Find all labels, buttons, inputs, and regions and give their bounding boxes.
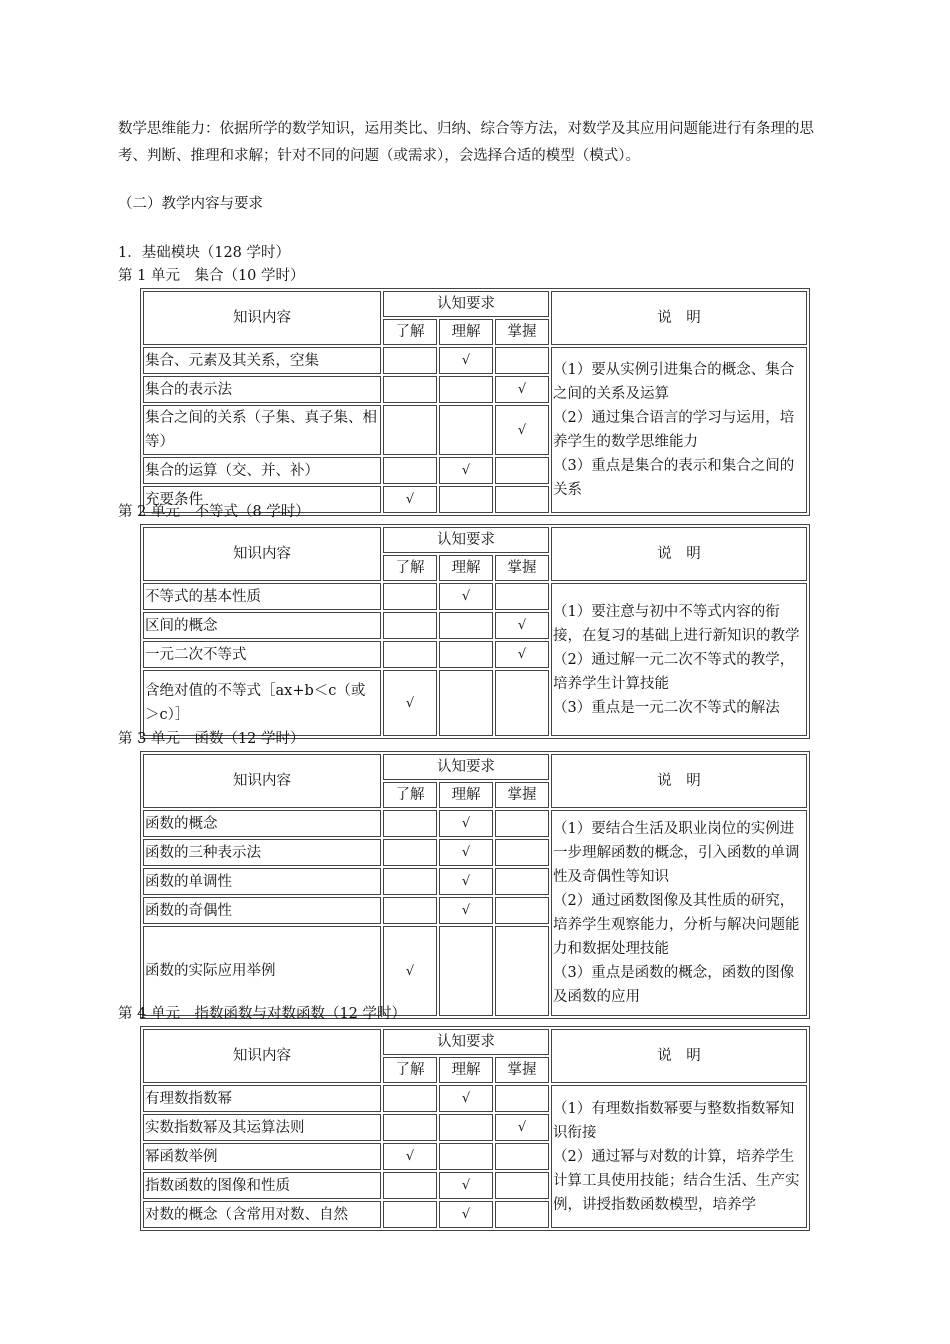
header-notes: 说 明 (551, 527, 807, 581)
level-cell (439, 641, 493, 668)
level-cell (439, 486, 493, 513)
level-cell (439, 926, 493, 1016)
knowledge-content: 函数的奇偶性 (143, 897, 381, 924)
level-cell (495, 810, 549, 837)
level-cell (495, 347, 549, 374)
header-notes: 说 明 (551, 1029, 807, 1083)
level-cell (383, 897, 437, 924)
check-mark: √ (517, 422, 527, 438)
level-cell (383, 583, 437, 610)
unit-title: 第 4 单元 指数函数与对数函数（12 学时） (118, 1006, 407, 1022)
level-cell (439, 868, 493, 895)
level-cell (383, 839, 437, 866)
unit-title: 第 1 单元 集合（10 学时） (118, 268, 305, 284)
notes-cell (551, 583, 807, 736)
check-mark: √ (405, 963, 415, 979)
level-cell (383, 1143, 437, 1170)
table-header-row (143, 291, 807, 317)
level-cell (439, 457, 493, 484)
level-cell (439, 405, 493, 455)
notes-cell (551, 347, 807, 513)
level-cell (383, 1114, 437, 1141)
knowledge-content: 函数的概念 (143, 810, 381, 837)
note-item: （3）重点是集合的表示和集合之间的关系 (553, 458, 795, 498)
level-cell (495, 405, 549, 455)
header-cognition: 认知要求 (383, 527, 549, 553)
header-level-understand: 了解 (383, 319, 437, 345)
level-cell (383, 926, 437, 1016)
note-item: （3）重点是函数的概念，函数的图像及函数的应用 (553, 965, 795, 1005)
level-cell (495, 868, 549, 895)
level-cell (439, 1172, 493, 1199)
level-cell (439, 670, 493, 736)
level-cell (495, 1201, 549, 1228)
note-item: （2）通过幂与对数的计算，培养学生计算工具使用技能；结合生活、生产实例，讲授指数函数模型，培养学 (553, 1148, 800, 1213)
header-level-master: 掌握 (495, 782, 549, 808)
check-mark: √ (405, 695, 415, 711)
level-cell (439, 1143, 493, 1170)
knowledge-content: 函数的单调性 (143, 868, 381, 895)
level-cell (383, 376, 437, 403)
note-item: （1）要从实例引进集合的概念、集合之间的关系及运算 (553, 362, 795, 402)
check-mark: √ (517, 1120, 527, 1135)
level-cell (439, 1201, 493, 1228)
knowledge-content: 不等式的基本性质 (143, 583, 381, 610)
level-cell (383, 405, 437, 455)
level-cell (495, 486, 549, 513)
header-notes: 说 明 (551, 754, 807, 808)
header-level-understand: 了解 (383, 555, 437, 581)
knowledge-content: 对数的概念（含常用对数、自然 (143, 1201, 381, 1228)
level-cell (439, 1114, 493, 1141)
check-mark: √ (517, 647, 527, 662)
header-level-master: 掌握 (495, 555, 549, 581)
notes-cell (551, 1085, 807, 1228)
header-content: 知识内容 (143, 1029, 381, 1083)
table-row (143, 347, 807, 374)
level-cell (383, 1201, 437, 1228)
level-cell (383, 1172, 437, 1199)
notes-cell (551, 810, 807, 1016)
table-header-row (143, 1029, 807, 1055)
check-mark: √ (461, 1178, 471, 1193)
check-mark: √ (517, 618, 527, 633)
note-item: （1）有理数指数幂要与整数指数幂知识衔接 (553, 1100, 795, 1141)
check-mark: √ (461, 816, 471, 831)
level-cell (383, 457, 437, 484)
knowledge-content: 集合的运算（交、并、补） (143, 457, 381, 484)
level-cell (495, 1114, 549, 1141)
knowledge-content: 实数指数幂及其运算法则 (143, 1114, 381, 1141)
level-cell (495, 457, 549, 484)
table-row (143, 810, 807, 837)
knowledge-content: 集合之间的关系（子集、真子集、相等） (143, 405, 381, 455)
knowledge-content: 集合、元素及其关系，空集 (143, 347, 381, 374)
table-header-row (143, 527, 807, 553)
section-heading: （二）教学内容与要求 (118, 196, 263, 212)
knowledge-content: 指数函数的图像和性质 (143, 1172, 381, 1199)
check-mark: √ (405, 1149, 415, 1164)
level-cell (439, 583, 493, 610)
check-mark: √ (461, 589, 471, 604)
level-cell (495, 670, 549, 736)
check-mark: √ (461, 903, 471, 918)
note-item: （2）通过函数图像及其性质的研究，培养学生观察能力，分析与解决问题能力和数据处理技能 (553, 893, 800, 957)
level-cell (383, 486, 437, 513)
knowledge-content: 区间的概念 (143, 612, 381, 639)
check-mark: √ (461, 1207, 471, 1222)
knowledge-content: 含绝对值的不等式［ax+b＜c（或＞c）］ (143, 670, 381, 736)
header-level-comprehend: 理解 (439, 782, 493, 808)
level-cell (383, 347, 437, 374)
level-cell (495, 926, 549, 1016)
knowledge-content: 充要条件 (143, 486, 381, 513)
level-cell (439, 347, 493, 374)
level-cell (383, 1085, 437, 1112)
note-item: （3）重点是一元二次不等式的解法 (553, 699, 780, 716)
table-row (143, 1085, 807, 1112)
note-item: （2）通过集合语言的学习与运用，培养学生的数学思维能力 (553, 410, 795, 450)
level-cell (383, 641, 437, 668)
level-cell (439, 839, 493, 866)
check-mark: √ (405, 492, 415, 507)
knowledge-content: 函数的三种表示法 (143, 839, 381, 866)
knowledge-content: 函数的实际应用举例 (143, 926, 381, 1016)
check-mark: √ (461, 353, 471, 368)
level-cell (383, 612, 437, 639)
header-cognition: 认知要求 (383, 754, 549, 780)
level-cell (439, 810, 493, 837)
level-cell (383, 670, 437, 736)
knowledge-content: 一元二次不等式 (143, 641, 381, 668)
unit-table (140, 751, 810, 1019)
unit-table (140, 1026, 810, 1231)
header-level-master: 掌握 (495, 1057, 549, 1083)
header-level-comprehend: 理解 (439, 555, 493, 581)
unit-table (140, 524, 810, 739)
intro-paragraph: 数学思维能力：依据所学的数学知识，运用类比、归纳、综合等方法，对数学及其应用问题能进行有条理的思考、判断、推理和求解；针对不同的问题（或需求），会选择合适的模型（模式）。 (118, 121, 814, 164)
level-cell (383, 810, 437, 837)
level-cell (439, 376, 493, 403)
level-cell (495, 1172, 549, 1199)
header-level-master: 掌握 (495, 319, 549, 345)
check-mark: √ (461, 845, 471, 860)
module-heading: 1．基础模块（128 学时） (118, 245, 291, 261)
level-cell (495, 839, 549, 866)
header-content: 知识内容 (143, 291, 381, 345)
header-cognition: 认知要求 (383, 291, 549, 317)
level-cell (383, 868, 437, 895)
check-mark: √ (461, 874, 471, 889)
header-notes: 说 明 (551, 291, 807, 345)
check-mark: √ (461, 1091, 471, 1106)
check-mark: √ (517, 382, 527, 397)
note-item: （1）要注意与初中不等式内容的衔接，在复习的基础上进行新知识的教学 (553, 603, 800, 644)
level-cell (439, 897, 493, 924)
header-level-comprehend: 理解 (439, 1057, 493, 1083)
level-cell (495, 583, 549, 610)
header-cognition: 认知要求 (383, 1029, 549, 1055)
table-row (143, 583, 807, 610)
level-cell (495, 612, 549, 639)
level-cell (495, 897, 549, 924)
knowledge-content: 集合的表示法 (143, 376, 381, 403)
header-content: 知识内容 (143, 754, 381, 808)
header-level-understand: 了解 (383, 1057, 437, 1083)
unit-title: 第 2 单元 不等式（8 学时） (118, 504, 310, 520)
level-cell (495, 1143, 549, 1170)
level-cell (439, 612, 493, 639)
note-item: （1）要结合生活及职业岗位的实例进一步理解函数的概念，引入函数的单调性及奇偶性等知识 (553, 821, 800, 885)
level-cell (495, 1085, 549, 1112)
level-cell (495, 641, 549, 668)
note-item: （2）通过解一元二次不等式的教学，培养学生计算技能 (553, 651, 795, 692)
unit-table (140, 288, 810, 516)
check-mark: √ (461, 463, 471, 478)
knowledge-content: 幂函数举例 (143, 1143, 381, 1170)
level-cell (439, 1085, 493, 1112)
level-cell (495, 376, 549, 403)
header-level-comprehend: 理解 (439, 319, 493, 345)
header-content: 知识内容 (143, 527, 381, 581)
table-header-row (143, 754, 807, 780)
unit-title: 第 3 单元 函数（12 学时） (118, 731, 305, 747)
knowledge-content: 有理数指数幂 (143, 1085, 381, 1112)
header-level-understand: 了解 (383, 782, 437, 808)
